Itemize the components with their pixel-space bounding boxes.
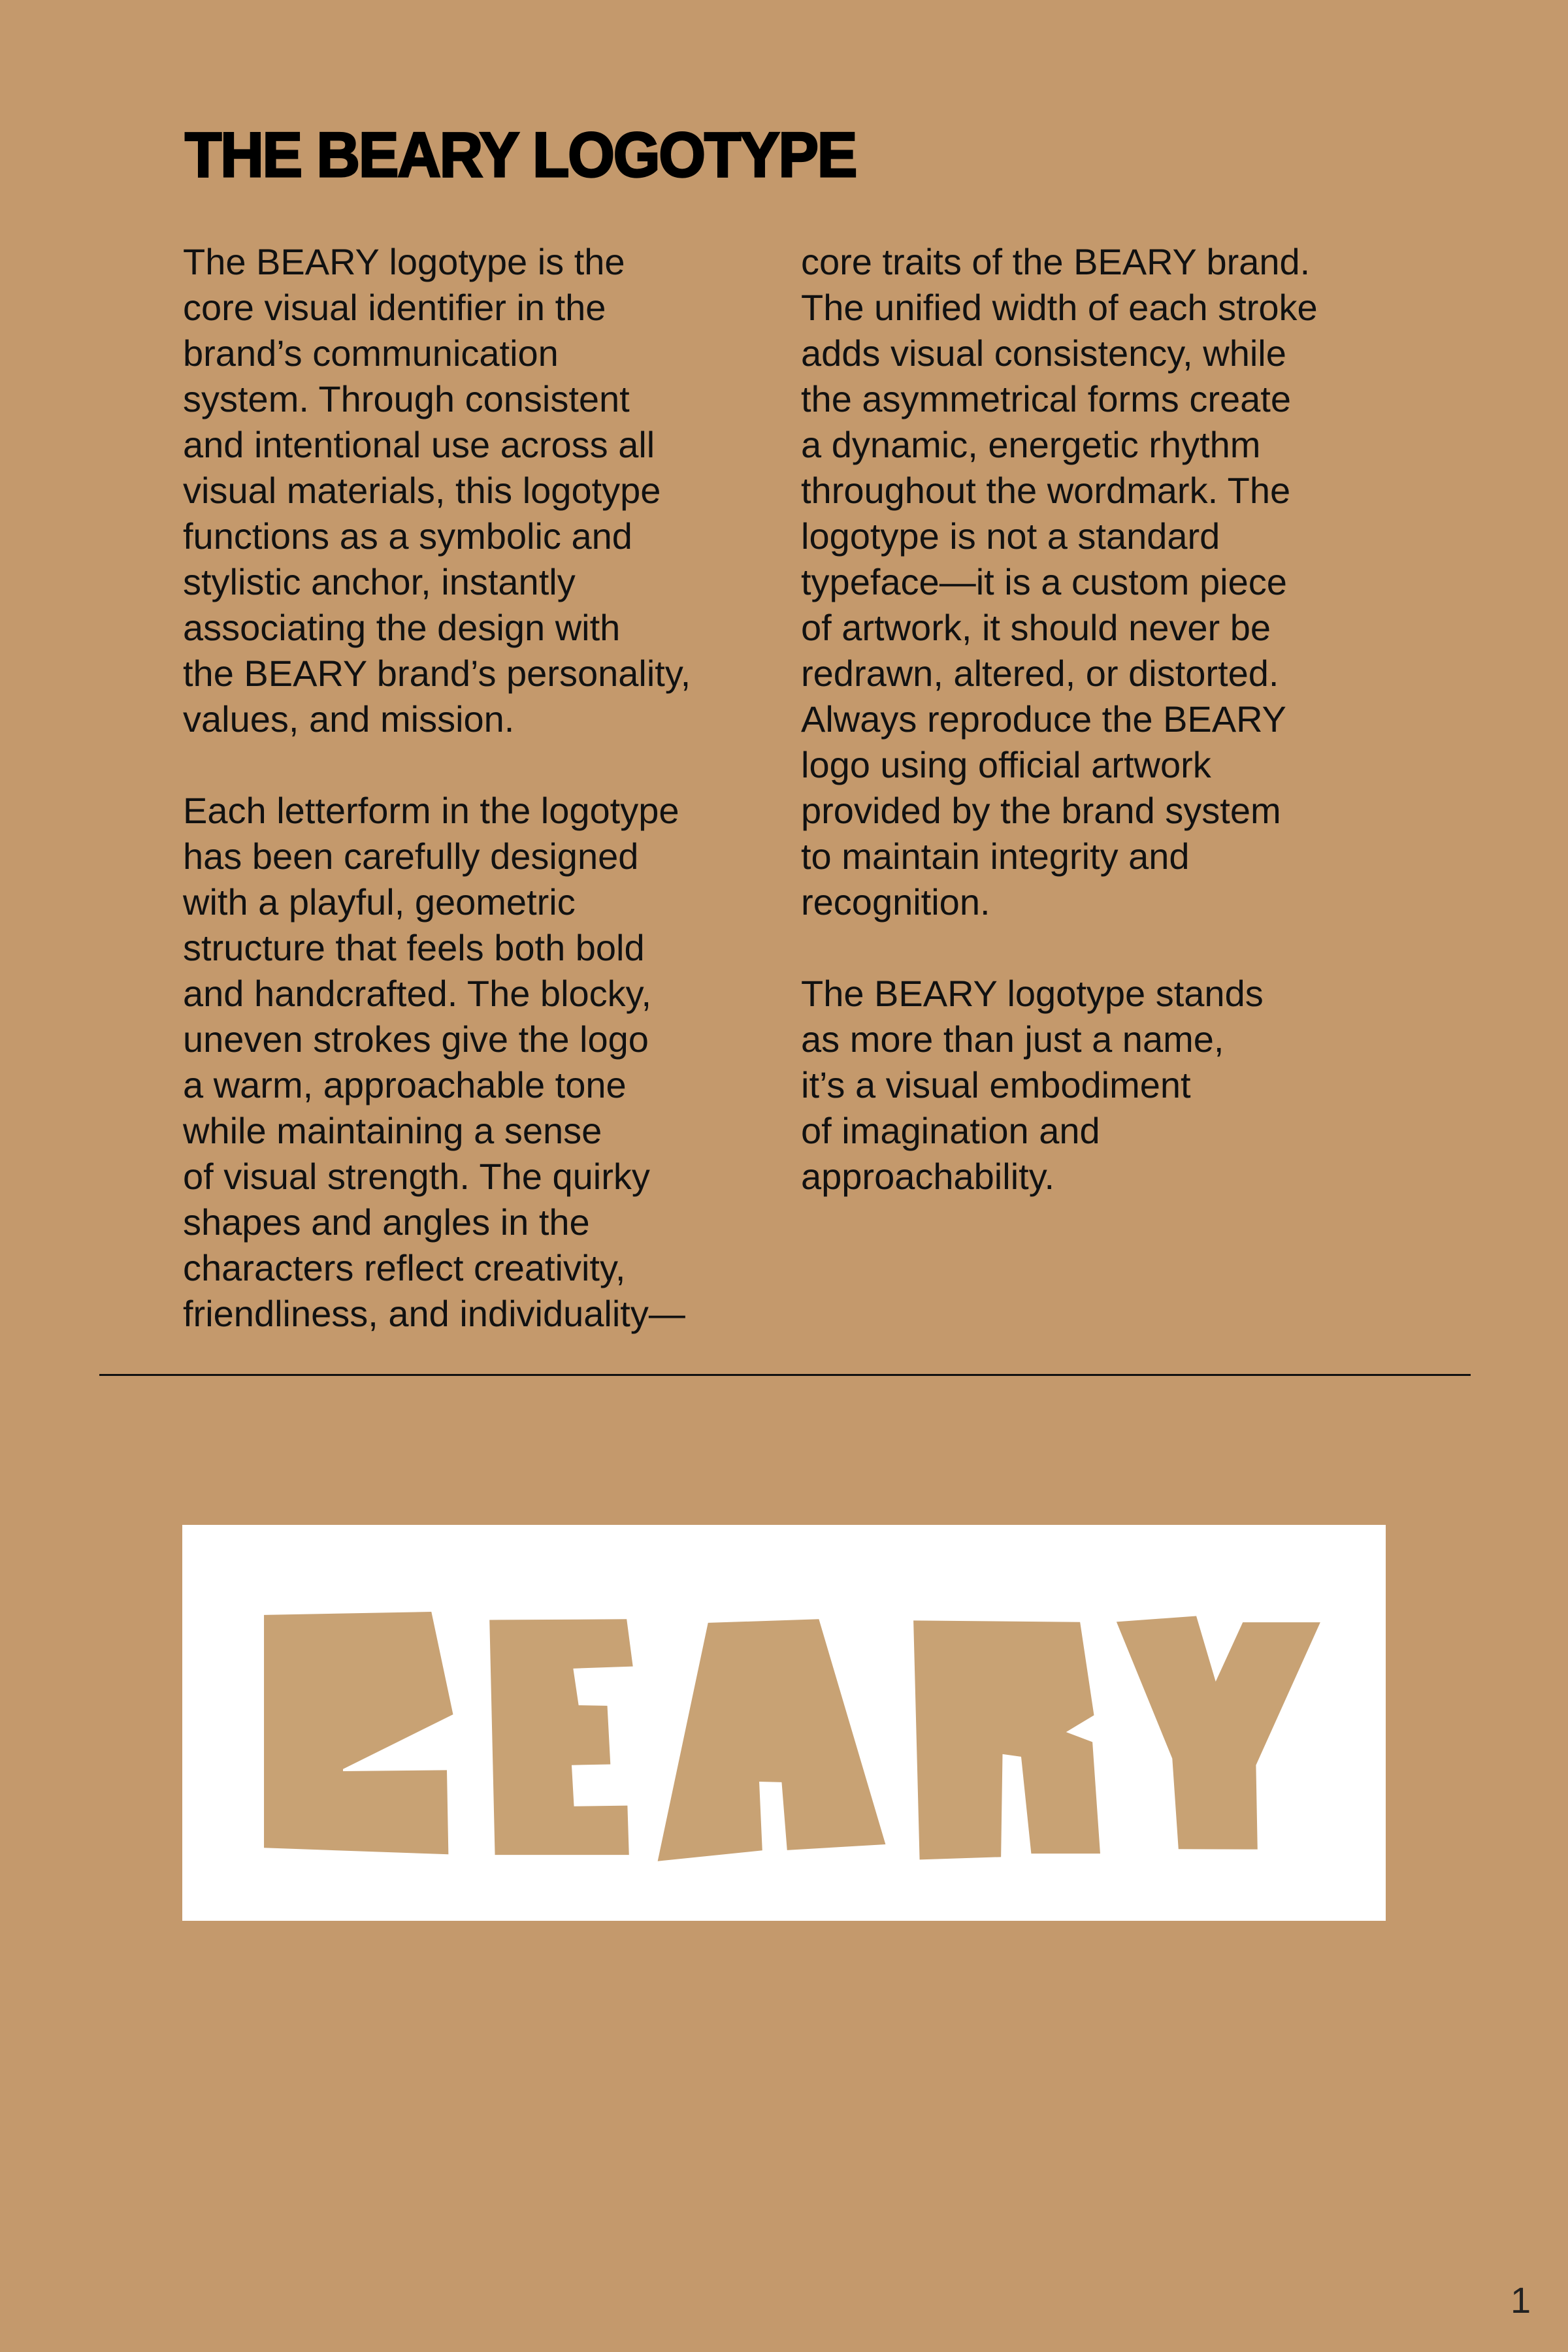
paragraph-break xyxy=(183,742,691,788)
text-line: core visual identifier in the xyxy=(183,287,606,328)
text-line: of visual strength. The quirky xyxy=(183,1156,650,1197)
text-line: as more than just a name, xyxy=(801,1019,1224,1060)
text-line: a warm, approachable tone xyxy=(183,1064,627,1105)
text-line: redrawn, altered, or distorted. xyxy=(801,653,1279,694)
text-line: structure that feels both bold xyxy=(183,927,645,968)
divider xyxy=(99,1374,1471,1376)
text-column-right xyxy=(801,239,1318,1200)
logo-letter-e xyxy=(489,1619,632,1855)
text-column-left xyxy=(183,239,691,1337)
text-line: the asymmetrical forms create xyxy=(801,378,1291,419)
page-number: 1 xyxy=(1511,2279,1531,2321)
text-line: and intentional use across all xyxy=(183,424,655,465)
logo-letter-a xyxy=(658,1619,886,1861)
page-title: THE BEARY LOGOTYPE xyxy=(185,120,857,191)
text-line: friendliness, and individuality— xyxy=(183,1293,685,1334)
text-line: Each letterform in the logotype xyxy=(183,790,679,831)
text-line: Always reproduce the BEARY xyxy=(801,698,1286,740)
text-line: adds visual consistency, while xyxy=(801,333,1286,374)
logo-letter-b xyxy=(264,1612,453,1854)
text-line: typeface—it is a custom piece xyxy=(801,561,1287,602)
beary-logo xyxy=(176,1516,1392,1927)
text-line: of imagination and xyxy=(801,1110,1100,1151)
text-line: stylistic anchor, instantly xyxy=(183,561,576,602)
text-line: recognition. xyxy=(801,881,990,923)
text-line: The unified width of each stroke xyxy=(801,287,1318,328)
text-line: and handcrafted. The blocky, xyxy=(183,973,652,1014)
text-line: to maintain integrity and xyxy=(801,836,1190,877)
text-line: associating the design with xyxy=(183,607,621,648)
text-line: characters reflect creativity, xyxy=(183,1247,626,1288)
text-line: core traits of the BEARY brand. xyxy=(801,241,1311,282)
text-line: it’s a visual embodiment xyxy=(801,1064,1191,1105)
text-line: functions as a symbolic and xyxy=(183,515,632,557)
text-line: logo using official artwork xyxy=(801,744,1211,785)
text-line: a dynamic, energetic rhythm xyxy=(801,424,1261,465)
logo-letter-y xyxy=(1117,1616,1320,1849)
logo-letter-r xyxy=(913,1620,1100,1859)
text-line: The BEARY logotype stands xyxy=(801,973,1264,1014)
text-line: values, and mission. xyxy=(183,698,515,740)
text-line: throughout the wordmark. The xyxy=(801,470,1291,511)
text-line: while maintaining a sense xyxy=(183,1110,602,1151)
text-line: with a playful, geometric xyxy=(183,881,576,923)
text-line: of artwork, it should never be xyxy=(801,607,1271,648)
text-line: logotype is not a standard xyxy=(801,515,1220,557)
text-line: system. Through consistent xyxy=(183,378,630,419)
text-line: brand’s communication xyxy=(183,333,559,374)
text-line: uneven strokes give the logo xyxy=(183,1019,649,1060)
text-line: has been carefully designed xyxy=(183,836,639,877)
text-line: the BEARY brand’s personality, xyxy=(183,653,691,694)
text-line: provided by the brand system xyxy=(801,790,1281,831)
text-line: visual materials, this logotype xyxy=(183,470,661,511)
text-line: The BEARY logotype is the xyxy=(183,241,625,282)
text-line: shapes and angles in the xyxy=(183,1201,590,1243)
text-line: approachability. xyxy=(801,1156,1055,1197)
paragraph-break xyxy=(801,925,1318,971)
